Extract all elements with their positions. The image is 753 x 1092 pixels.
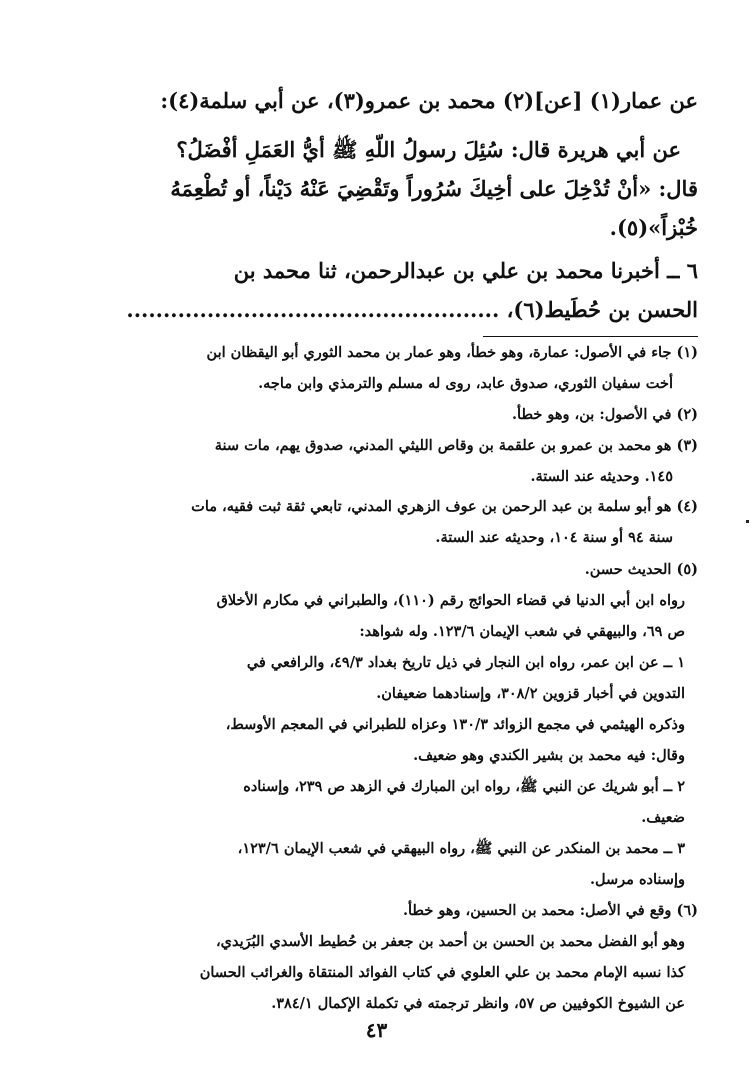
footnote-1-line-2: أخت سفيان الثوري، صدوق عابد، روى له مسلم والترمذي وابن ماجه. — [258, 375, 673, 392]
main-text-line-3: قال: «أنْ تُدْخِلَ على أخِيكَ سُرُوراً وتَقْضِيَ عَنْهُ دَيْناً، أو تُطْعِمَهُ — [170, 176, 698, 201]
footnote-1-line-1: (١) جاء في الأصول: عمارة، وهو خطأ، وهو عمار بن محمد الثوري أبو اليقظان ابن — [206, 344, 698, 361]
footnote-5-line-2: رواه ابن أبي الدنيا في قضاء الحوائج رقم (١١٠)، والطبراني في مكارم الأخلاق — [216, 592, 685, 609]
main-text-line-1: عن عمار(١) [عن](٢) محمد بن عمرو(٣)، عن أبي سلمة(٤): — [160, 88, 698, 113]
footnote-3-line-1: (٣) هو محمد بن عمرو بن علقمة بن وقاص الليثي المدني، صدوق يهم، مات سنة — [214, 437, 698, 454]
footnote-3-line-2: ١٤٥. وحديثه عند الستة. — [530, 468, 673, 485]
footnote-5-line-7: وقال: فيه محمد بن بشير الكندي وهو ضعيف. — [413, 747, 685, 764]
footnote-4-line-2: سنة ٩٤ أو سنة ١٠٤، وحديثه عند الستة. — [435, 529, 673, 546]
leader-dots: ................................................... — [126, 297, 500, 322]
footnote-5-line-9: ضعيف. — [641, 809, 685, 826]
main-text-line-6-text: الحسن بن حُطَيط(٦)، — [506, 297, 698, 322]
footnote-2: (٢) في الأصول: بن، وهو خطأ. — [512, 406, 698, 423]
page-number: ٤٣ — [365, 1018, 388, 1042]
footnote-6-line-2: وهو أبو الفضل محمد بن الحسن بن أحمد بن جعفر بن حُطيط الأسدي البُرَيدي، — [215, 933, 685, 950]
footnote-5-line-10: ٣ ــ محمد بن المنكدر عن النبي ﷺ، رواه البيهقي في شعب الإيمان ١٢٣/٦، — [237, 840, 685, 857]
footnote-5-line-11: وإسناده مرسل. — [589, 871, 685, 888]
main-text-line-6 — [126, 297, 698, 322]
footnote-5-line-5: التدوين في أخبار قزوين ٣٠٨/٢، وإسنادهما ضعيفان. — [376, 685, 685, 702]
footnote-6-line-1: (٦) وقع في الأصل: محمد بن الحسين، وهو خطأ. — [402, 902, 698, 919]
footnote-4-line-1: (٤) هو أبو سلمة بن عبد الرحمن بن عوف الزهري المدني، تابعي ثقة ثبت فقيه، مات — [191, 498, 698, 515]
footnote-6-line-4: عن الشيوخ الكوفيين ص ٥٧، وانظر ترجمته في تكملة الإكمال ٣٨٤/١. — [271, 995, 685, 1012]
main-text-line-5: ٦ ــ أخبرنا محمد بن علي بن عبدالرحمن، ثنا محمد بن — [233, 258, 698, 283]
footnote-5-line-1: (٥) الحديث حسن. — [584, 561, 698, 578]
footnote-6-line-3: كذا نسبه الإمام محمد بن علي العلوي في كتاب الفوائد المنتقاة والغرائب الحسان — [199, 964, 685, 981]
margin-mark — [746, 520, 749, 523]
footnote-5-line-3: ص ٦٩، والبيهقي في شعب الإيمان ١٢٣/٦. وله شواهد: — [359, 623, 685, 640]
footnote-5-line-4: ١ ــ عن ابن عمر، رواه ابن النجار في ذيل تاريخ بغداد ٤٩/٣، والرافعي في — [246, 654, 685, 671]
main-text-line-4: خُبْزاً»(٥). — [609, 215, 698, 240]
footnote-5-line-6: وذكره الهيثمي في مجمع الزوائد ١٣٠/٣ وعزاه للطبراني في المعجم الأوسط، — [225, 716, 685, 733]
footnote-5-line-8: ٢ ــ أبو شريك عن النبي ﷺ، رواه ابن المبارك في الزهد ص ٢٣٩، وإسناده — [243, 778, 685, 795]
footnote-separator — [483, 336, 698, 337]
main-text-line-2: عن أبي هريرة قال: سُئِلَ رسولُ اللّهِ ﷺ أيُّ العَمَلِ أفْضَلُ؟ — [176, 137, 681, 162]
